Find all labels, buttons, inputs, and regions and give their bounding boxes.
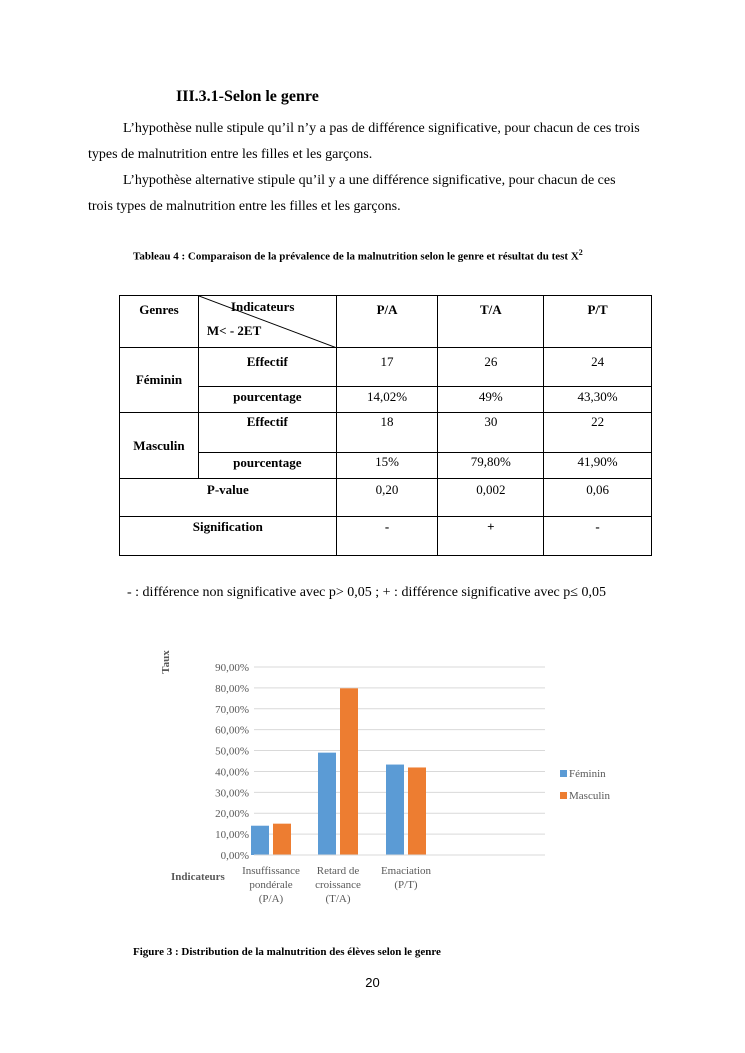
cell-value: 15% [336,453,438,479]
page-number: 20 [365,975,380,990]
y-tick-label: 20,00% [215,808,249,821]
bar-masculin-1 [273,824,291,855]
figure-caption: Figure 3 : Distribution de la malnutrition des élèves selon le genre [133,946,441,958]
header-threshold: M< - 2ET [206,323,262,338]
header-col-pa: P/A [336,296,438,348]
cell-value: 49% [438,387,544,413]
x-tick-label: pondérale [249,879,293,891]
signification-label: Signification [120,517,337,556]
cell-value: + [438,517,544,556]
x-axis-title: Indicateurs [171,871,225,883]
pourcentage-label: pourcentage [198,453,336,479]
para1-line1: L’hypothèse nulle stipule qu’il n’y a pas de différence significative, pour chacun de ces trois [123,121,640,136]
paragraph-null-hypothesis [88,116,688,168]
bar-féminin-3 [386,765,404,855]
x-tick-label: (P/T) [394,879,418,891]
cell-value: 30 [438,413,544,453]
section-heading: III.3.1-Selon le genre [176,88,319,105]
x-tick-label: (P/A) [258,893,284,905]
cell-value: 26 [438,348,544,387]
y-tick-label: 10,00% [215,829,249,842]
cell-value: - [544,517,652,556]
bar-féminin-2 [318,753,336,855]
bar-chart [150,640,630,910]
y-tick-label: 30,00% [215,787,249,800]
para1-line2: types de malnutrition entre les filles et les garçons. [88,147,373,162]
legend-swatch-féminin [560,770,567,777]
y-tick-label: 0,00% [220,850,249,862]
para2-line1: L’hypothèse alternative stipule qu’il y a une différence significative, pour chacun de ces [123,173,616,188]
cell-value: 0,06 [544,479,652,517]
cell-value: 17 [336,348,438,387]
cell-value: - [336,517,438,556]
cell-value: 79,80% [438,453,544,479]
table-header-row [120,296,652,348]
y-tick-label: 50,00% [215,745,249,758]
x-tick-label: (T/A) [325,893,351,905]
effectif-label: Effectif [198,413,336,453]
y-tick-label: 80,00% [215,682,249,695]
header-diagonal-cell [198,296,336,348]
x-tick-label: croissance [315,879,361,891]
legend-label: Masculin [569,790,610,802]
cell-value: 14,02% [336,387,438,413]
header-genres: Genres [120,296,199,348]
header-col-ta: T/A [438,296,544,348]
x-tick-label: Emaciation [380,865,432,877]
paragraph-alt-hypothesis [88,168,688,220]
para2-line2: trois types de malnutrition entre les filles et les garçons. [88,199,401,214]
bar-masculin-3 [408,767,426,855]
bar-masculin-2 [340,688,358,855]
table-caption [133,248,583,263]
cell-value: 0,20 [336,479,438,517]
y-tick-label: 60,00% [215,724,249,737]
table-caption-sup: 2 [578,248,583,257]
legend-label: Féminin [569,768,606,780]
table-row [120,453,652,479]
y-tick-label: 70,00% [215,703,249,716]
pvalue-label: P-value [120,479,337,517]
y-tick-label: 40,00% [215,766,249,779]
table-caption-text: Tableau 4 : Comparaison de la prévalence de la malnutrition selon le genre et résultat du test X [133,250,579,263]
table-row [120,387,652,413]
prevalence-table [119,295,652,556]
cell-value: 24 [544,348,652,387]
cell-value: 0,002 [438,479,544,517]
bar-féminin-1 [251,826,269,855]
cell-value: 41,90% [544,453,652,479]
significance-note: - : différence non significative avec p> 0,05 ; + : différence significative avec p≤ 0,05 [127,585,606,600]
cell-value: 18 [336,413,438,453]
x-tick-label: Insuffissance [242,865,300,877]
table-row [120,413,652,453]
table-row-signification [120,517,652,556]
x-tick-label: Retard de [316,865,360,877]
gender-masculin: Masculin [120,413,199,479]
legend-swatch-masculin [560,792,567,799]
pourcentage-label: pourcentage [198,387,336,413]
y-tick-label: 90,00% [215,662,249,674]
cell-value: 43,30% [544,387,652,413]
header-indicateurs: Indicateurs [230,299,295,314]
header-col-pt: P/T [544,296,652,348]
y-axis-title: Taux [160,650,172,674]
gender-feminin: Féminin [120,348,199,413]
table-row-pvalue [120,479,652,517]
cell-value: 22 [544,413,652,453]
table-row [120,348,652,387]
effectif-label: Effectif [198,348,336,387]
